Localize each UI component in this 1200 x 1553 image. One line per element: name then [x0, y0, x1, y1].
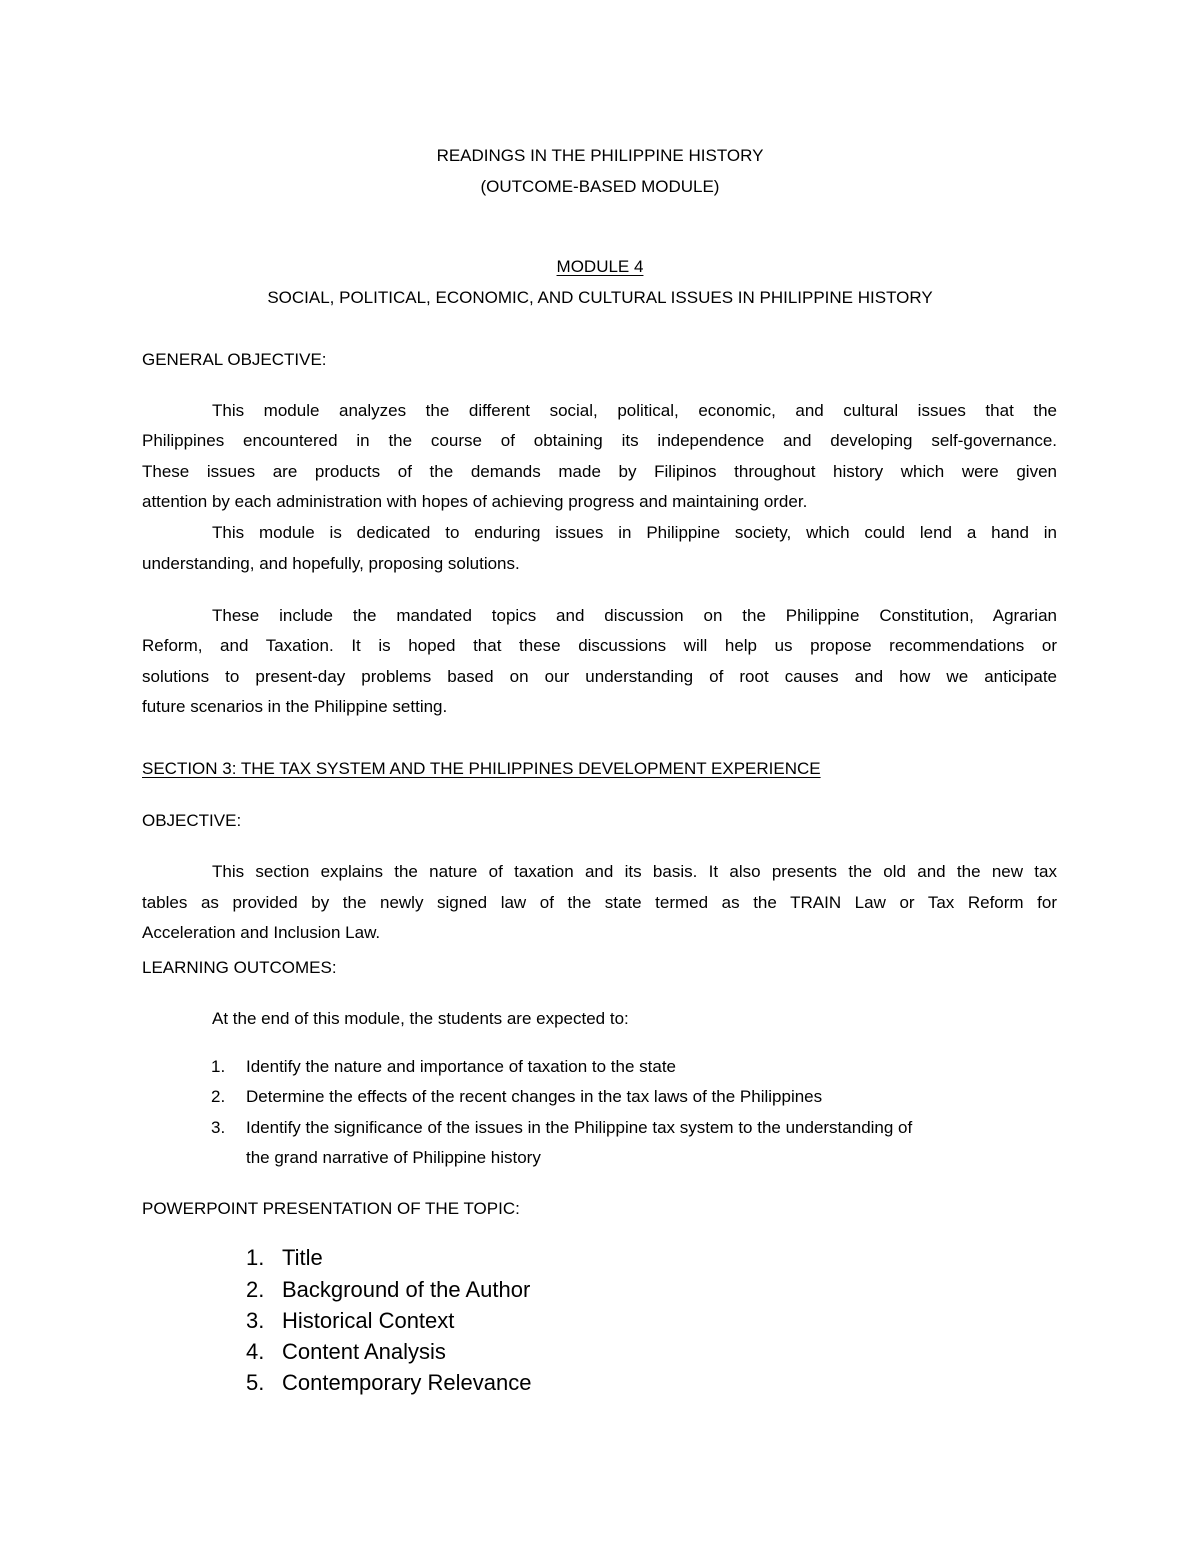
- ppt-text: Content Analysis: [282, 1339, 446, 1364]
- objective-para3-line: solutions to present-day problems based on our understanding of root causes and how we anticipate: [142, 667, 1057, 686]
- learning-outcomes-intro: At the end of this module, the students are expected to:: [212, 1009, 629, 1028]
- section-objective-line: This section explains the nature of taxation and its basis. It also presents the old and the new tax: [212, 862, 1057, 881]
- ppt-heading: POWERPOINT PRESENTATION OF THE TOPIC:: [142, 1199, 520, 1218]
- objective-para3-line: These include the mandated topics and discussion on the Philippine Constitution, Agrarian: [212, 606, 1057, 625]
- document-subtitle: (OUTCOME-BASED MODULE): [480, 177, 720, 196]
- section-objective-heading: OBJECTIVE:: [142, 811, 242, 830]
- module-number-text: MODULE 4: [556, 257, 644, 276]
- ppt-number: 5.: [246, 1370, 265, 1395]
- objective-para2-line: understanding, and hopefully, proposing solutions.: [142, 554, 520, 573]
- ppt-number: 4.: [246, 1339, 265, 1364]
- outcome-text: Identify the nature and importance of taxation to the state: [246, 1057, 676, 1076]
- section-heading: SECTION 3: THE TAX SYSTEM AND THE PHILIPPINES DEVELOPMENT EXPERIENCE: [142, 759, 821, 778]
- outcome-number: 1.: [211, 1057, 226, 1076]
- outcome-text: Identify the significance of the issues in the Philippine tax system to the understanding of: [246, 1118, 913, 1137]
- objective-para2-line: This module is dedicated to enduring issues in Philippine society, which could lend a hand in: [212, 523, 1057, 542]
- ppt-text: Background of the Author: [282, 1277, 531, 1302]
- ppt-number: 3.: [246, 1308, 265, 1333]
- section-objective-line: tables as provided by the newly signed law of the state termed as the TRAIN Law or Tax Reform for: [142, 893, 1057, 912]
- ppt-text: Title: [282, 1245, 323, 1270]
- outcome-text: the grand narrative of Philippine history: [246, 1148, 541, 1167]
- document-title: READINGS IN THE PHILIPPINE HISTORY: [436, 146, 764, 165]
- outcome-text: Determine the effects of the recent changes in the tax laws of the Philippines: [246, 1087, 823, 1106]
- objective-para3-line: Reform, and Taxation. It is hoped that these discussions will help us propose recommendations or: [142, 636, 1057, 655]
- objective-para1-line: This module analyzes the different social, political, economic, and cultural issues that the: [212, 401, 1057, 420]
- objective-para1-line: Philippines encountered in the course of obtaining its independence and developing self-governance.: [142, 431, 1057, 450]
- section-objective-line: Acceleration and Inclusion Law.: [142, 923, 381, 942]
- ppt-text: Contemporary Relevance: [282, 1370, 532, 1395]
- general-objective-heading: GENERAL OBJECTIVE:: [142, 350, 327, 369]
- ppt-number: 2.: [246, 1277, 265, 1302]
- module-title: SOCIAL, POLITICAL, ECONOMIC, AND CULTURAL ISSUES IN PHILIPPINE HISTORY: [267, 288, 933, 307]
- module-number: [0, 256, 1200, 278]
- outcome-number: 2.: [211, 1087, 226, 1106]
- objective-para1-line: attention by each administration with hopes of achieving progress and maintaining order.: [142, 492, 808, 511]
- objective-para3-line: future scenarios in the Philippine setting.: [142, 697, 448, 716]
- ppt-number: 1.: [246, 1245, 265, 1270]
- objective-para1-line: These issues are products of the demands made by Filipinos throughout history which were given: [142, 462, 1057, 481]
- ppt-text: Historical Context: [282, 1308, 455, 1333]
- learning-outcomes-heading: LEARNING OUTCOMES:: [142, 958, 337, 977]
- outcome-number: 3.: [211, 1118, 226, 1137]
